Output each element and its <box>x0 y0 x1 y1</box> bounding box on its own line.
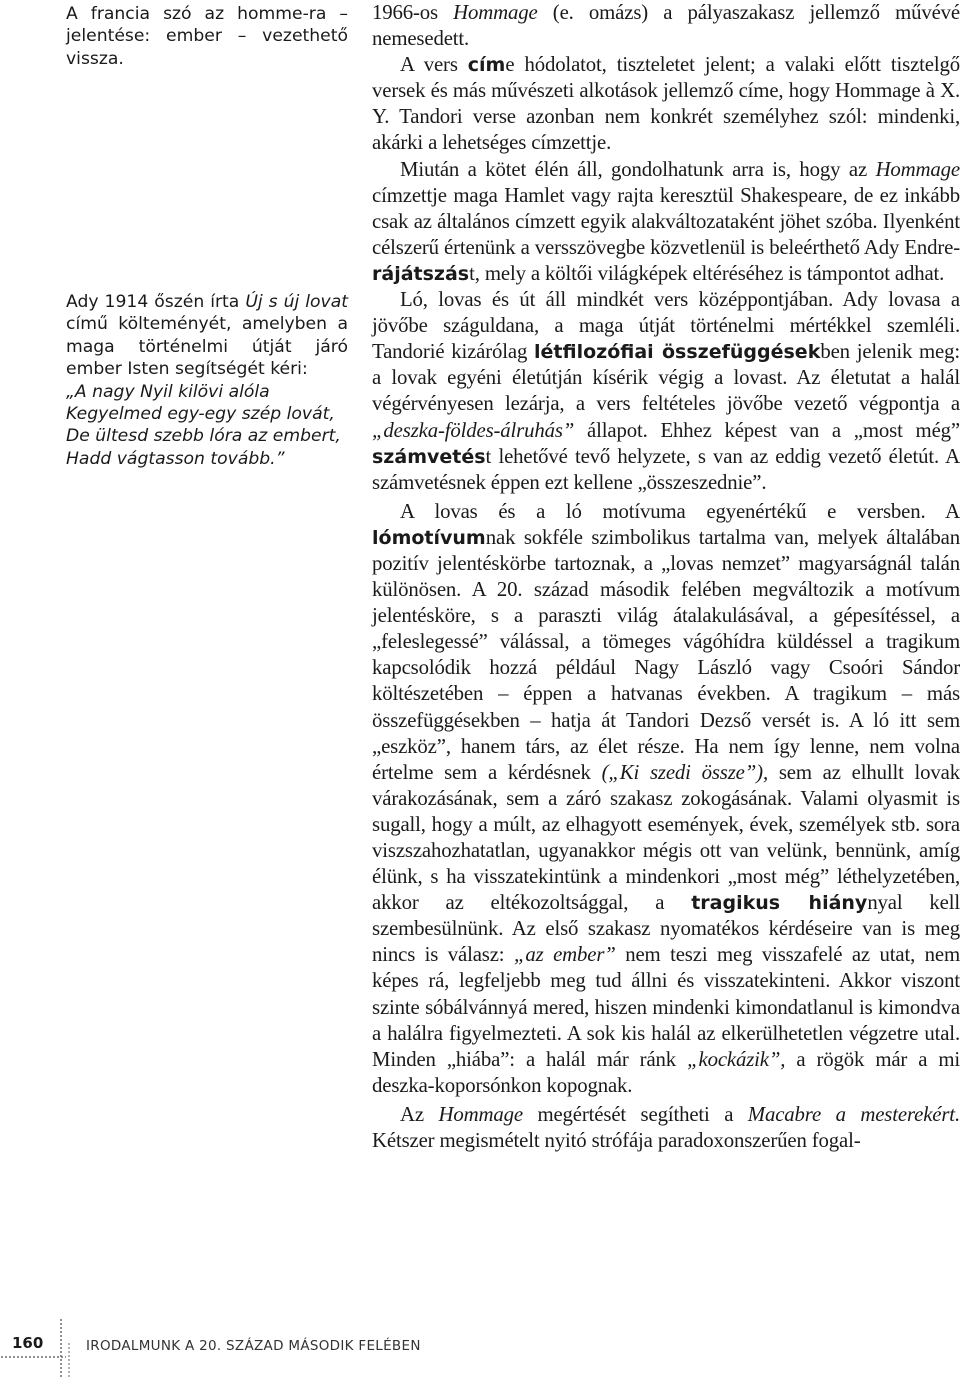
text-run: állapot. Ehhez képest van a „most még” <box>574 418 960 442</box>
italic-text: („Ki szedi össze”), <box>601 760 769 784</box>
text-run: (e. omázs) a pályaszakasz jellemző művévé nemesedett. <box>372 1 960 51</box>
quote-line: De ültesd szebb lóra az embert, <box>66 426 341 447</box>
text-run: ben jelenik meg: a lovak egyéni életútján kísérik végig a lovast. Az életutat a halál végérvényesen lezárja, a vers feltételes jövőbe vezető végpontja a <box>372 340 960 416</box>
key-term: cím <box>467 54 506 77</box>
text-run: Miután a kötet élén áll, gondolhatunk arra is, hogy az <box>400 157 876 181</box>
paragraph <box>372 0 960 52</box>
italic-text: Hommage <box>453 1 538 24</box>
margin-note-etymology: A francia szó az homme-ra – jelentése: ember – vezethető vissza. <box>66 4 348 69</box>
footer-dotted-rule-vertical <box>60 1318 62 1379</box>
quote-line: „A nagy Nyil kilövi alóla <box>66 381 270 402</box>
text-run: Kétszer megismételt nyitó strófája paradoxonszerűen fogal- <box>372 1129 861 1153</box>
italic-text: Hommage <box>438 1102 523 1126</box>
page-footer <box>0 1318 960 1379</box>
running-title: IRODALMUNK A 20. SZÁZAD MÁSODIK FELÉBEN <box>86 1338 421 1354</box>
text-run: t lehetővé tevő helyzete, s van az eddig vezető életút. A számvetésnek éppen ezt kellene „összeszednie”. <box>372 444 960 494</box>
text-run: Az <box>400 1102 439 1126</box>
text-run: nyal kell szembesülnünk. Az első szakasz nyomatékos kérdéseire van is meg nincs is válasz: <box>372 891 960 967</box>
text-run: nem teszi meg visszafelé az utat, nem képes rá, legfeljebb meg tud állni és visszatekinteni. Akkor viszont szinte sóbálvánnyá mered, hiszen mindenki kimondatlanul is kimondva a halálra figyelmezteti. A sok kis halál az elkerülhetetlen végzetre utal. Minden „hiába”: a halál már ránk <box>372 943 960 1071</box>
text-run: címzettje maga Hamlet vagy rajta keresztül Shakespeare, de ez inkább csak az általános címzett egyik alakváltozataként jöhet szóba. Ilyenként célszerű értenünk a versszövegbe közvetlenül is beleérthető Ady Endre- <box>372 183 960 259</box>
italic-text: Hommage <box>875 157 960 181</box>
footer-dotted-rule <box>0 1356 66 1358</box>
margin-note-ady <box>66 291 348 470</box>
italic-text: „deszka-földes-álruhás” <box>372 418 575 442</box>
paragraph <box>372 287 960 496</box>
margin-note-ady-text: Ady 1914 őszén írta Új s új lovat című költeményét, amelyben a maga történelmi útját járó ember Isten segítségét kéri: <box>66 292 348 380</box>
paragraph <box>372 52 960 156</box>
text-run: Ló, lovas és út áll mindkét vers középpontjában. Ady lovasa a jövőbe száguldana, a maga útját történelmi mértékkel szemléli. Tandorié kizárólag <box>372 288 960 364</box>
text-run: sem az elhullt lovak várakozásának, sem a záró szakasz zokogásának. Valami olyasmit is sugall, hogy a múlt, az elhagyott események, évek, személyek stb. sora viszszahozhatatlan, ugyanakkor mégis ott van velünk, bennünk, amíg élünk, s ha visszatekintünk a mindenkori „most még” léthelyzetében, akkor az eltékozoltsággal, a <box>372 760 960 915</box>
key-term: lómotívum <box>372 526 486 549</box>
main-text-column <box>372 0 960 1154</box>
key-term: létfilozófiai összefüggések <box>534 341 821 364</box>
italic-text: Macabre a mesterekért. <box>747 1102 960 1126</box>
key-term: számvetés <box>372 445 486 468</box>
key-term: rájátszás <box>372 262 470 285</box>
paragraph <box>372 157 960 287</box>
text-run: t, mely a költői világképek eltéréséhez is támpontot adhat. <box>469 261 945 285</box>
italic-text: „kockázik”, <box>687 1047 786 1071</box>
quote-line: Kegyelmed egy-egy szép lovát, <box>66 404 335 425</box>
text-run: nak sokféle szimbolikus tartalma van, melyek általában pozitív jelentéskörbe tartoznak, a „lovas nemzet” magyarságnál talán különösen. A 20. század második felében megváltozik a motívum jelentésköre, s a paraszti világ átalakulásával, a gépesítéssel, a „feleslegessé” válással, a tömeges vágóhídra küldéssel a tragikum kapcsolódik hozzá például Nagy László vagy Csoóri Sándor költészetében – éppen a hatvanas években. A tragikum – más összefüggésekben – hatja át Tandori Dezső versét is. A ló itt sem „eszköz”, hanem társ, az élet része. Ha nem így lenne, nem volna értelme sem a kérdésnek <box>372 525 960 784</box>
text-run: A lovas és a ló motívuma egyenértékű e versben. A <box>400 499 960 523</box>
text-run: megértését segítheti a <box>522 1102 748 1126</box>
page-number: 160 <box>12 1334 44 1352</box>
poem-quote <box>66 381 348 471</box>
text-run: a rögök már a mi deszka-koporsónkon kopognak. <box>372 1047 960 1097</box>
key-term: tragikus hiány <box>691 892 868 915</box>
paragraph <box>372 1102 960 1154</box>
paragraph <box>372 499 960 1099</box>
italic-text: „az ember” <box>513 943 616 967</box>
text-run: e hódolatot, tiszteletet jelent; a valaki előtt tisztelgő versek és más művészeti alkotások jellemző címe, hogy Hommage à X. Y. Tandori verse azonban nem konkrét személyhez szól: mindenki, akárki a lehetséges címzettje. <box>372 53 960 155</box>
poem-title: Új s új lovat <box>245 292 348 312</box>
quote-line: Hadd vágtasson tovább.” <box>66 448 285 469</box>
text-run: A vers <box>400 53 468 77</box>
text-run: 1966-os <box>372 1 454 24</box>
footer-dotted-rule-vertical <box>68 1342 70 1379</box>
